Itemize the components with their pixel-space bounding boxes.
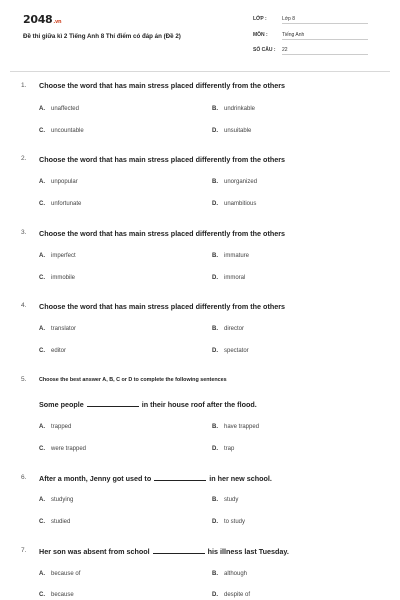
question-sentence: After a month, Jenny got used to in her new school. <box>39 474 272 483</box>
option-b[interactable]: B. director <box>212 326 245 332</box>
option-a[interactable]: A. because of <box>39 571 81 577</box>
option-d[interactable]: D. despite of <box>212 592 251 598</box>
option-a[interactable]: A. studying <box>39 497 74 503</box>
option-b[interactable]: B. have trapped <box>212 424 260 430</box>
question-number: 5. <box>21 376 27 383</box>
exam-title: Đề thi giữa kì 2 Tiếng Anh 8 Thí điểm có đáp án (Đề 2) <box>23 33 181 40</box>
option-d[interactable]: D. immoral <box>212 275 246 281</box>
header-divider <box>10 71 390 72</box>
option-b[interactable]: B. study <box>212 497 239 503</box>
option-c[interactable]: C. uncountable <box>39 128 84 134</box>
option-c[interactable]: C. unfortunate <box>39 201 82 207</box>
option-b[interactable]: B. immature <box>212 253 250 259</box>
question-number: 7. <box>21 547 27 554</box>
option-d[interactable]: D. unambitious <box>212 201 257 207</box>
question-sentence: Some people in their house roof after the flood. <box>39 400 257 409</box>
option-c[interactable]: C. immobile <box>39 275 76 281</box>
option-b[interactable]: B. although <box>212 571 248 577</box>
meta-class-label: LỚP : <box>253 16 267 22</box>
option-c[interactable]: C. because <box>39 592 74 598</box>
site-logo[interactable]: 2048.vn <box>23 13 62 26</box>
question-sentence: Her son was absent from school his illness last Tuesday. <box>39 547 289 556</box>
question-number: 1. <box>21 82 27 89</box>
option-d[interactable]: D. to study <box>212 519 246 525</box>
meta-count-label: SỐ CÂU : <box>253 47 276 53</box>
question-prompt: Choose the word that has main stress placed differently from the others <box>39 302 286 311</box>
question-prompt: Choose the word that has main stress placed differently from the others <box>39 81 286 90</box>
meta-subject-label: MÔN : <box>253 32 268 38</box>
question-prompt: Choose the word that has main stress placed differently from the others <box>39 229 286 238</box>
option-c[interactable]: C. were trapped <box>39 446 87 452</box>
option-a[interactable]: A. trapped <box>39 424 72 430</box>
question-number: 4. <box>21 302 27 309</box>
question-number: 6. <box>21 474 27 481</box>
option-d[interactable]: D. unsuitable <box>212 128 252 134</box>
answer-blank <box>153 547 205 554</box>
answer-blank <box>87 400 139 407</box>
meta-subject <box>253 32 368 40</box>
meta-class <box>253 16 368 24</box>
question-number: 3. <box>21 229 27 236</box>
option-a[interactable]: A. unpopular <box>39 179 78 185</box>
answer-blank <box>154 474 206 481</box>
option-b[interactable]: B. unorganized <box>212 179 258 185</box>
option-a[interactable]: A. translator <box>39 326 77 332</box>
meta-count-value: 22 <box>282 47 368 55</box>
meta-class-value: Lớp 8 <box>282 16 368 24</box>
option-b[interactable]: B. undrinkable <box>212 106 256 112</box>
meta-subject-value: Tiếng Anh <box>282 32 368 40</box>
question-prompt: Choose the word that has main stress placed differently from the others <box>39 155 286 164</box>
option-c[interactable]: C. editor <box>39 348 67 354</box>
option-d[interactable]: D. trap <box>212 446 235 452</box>
page-header <box>0 0 400 70</box>
question-instruction: Choose the best answer A, B, C or D to complete the following sentences <box>39 377 227 383</box>
option-d[interactable]: D. spectator <box>212 348 249 354</box>
meta-question-count <box>253 47 368 55</box>
option-c[interactable]: C. studied <box>39 519 71 525</box>
question-number: 2. <box>21 155 27 162</box>
option-a[interactable]: A. imperfect <box>39 253 76 259</box>
option-a[interactable]: A. unaffected <box>39 106 79 112</box>
